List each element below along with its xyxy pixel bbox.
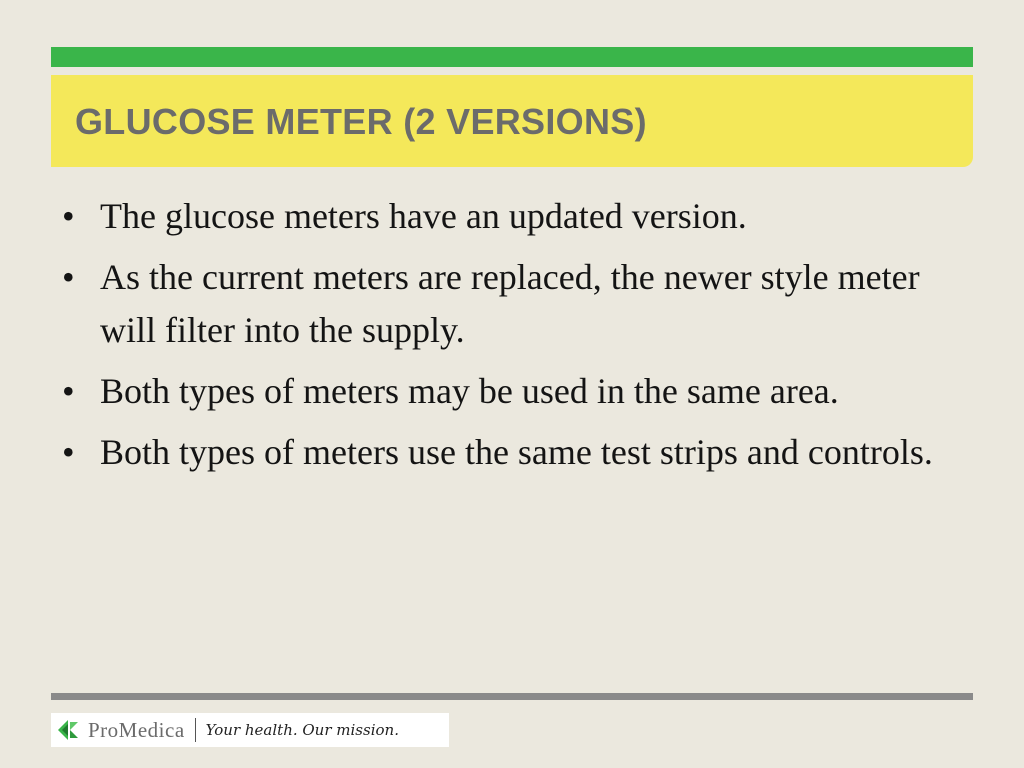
title-band [51, 75, 973, 167]
accent-green-bar [51, 47, 973, 67]
bullet-list [56, 190, 956, 487]
brand-separator [195, 718, 196, 742]
bullet-item [56, 251, 956, 357]
bullet-icon: • [62, 371, 75, 411]
bullet-text: Both types of meters use the same test strips and controls. [100, 432, 933, 472]
bullet-icon: • [62, 257, 75, 297]
brand-tagline: Your health. Our mission. [205, 721, 399, 739]
brand-name: ProMedica [88, 717, 185, 742]
bullet-text: As the current meters are replaced, the newer style meter will filter into the supply. [100, 257, 920, 350]
bullet-icon: • [62, 196, 75, 236]
bullet-icon: • [62, 432, 75, 472]
footer-logo [51, 713, 449, 747]
bullet-item [56, 365, 956, 418]
slide-title: GLUCOSE METER (2 VERSIONS) [75, 101, 647, 142]
bullet-item [56, 190, 956, 243]
bullet-text: Both types of meters may be used in the same area. [100, 371, 839, 411]
bullet-item [56, 426, 956, 479]
footer-divider [51, 693, 973, 700]
bullet-text: The glucose meters have an updated version. [100, 196, 747, 236]
promedica-logo-icon [56, 718, 80, 742]
